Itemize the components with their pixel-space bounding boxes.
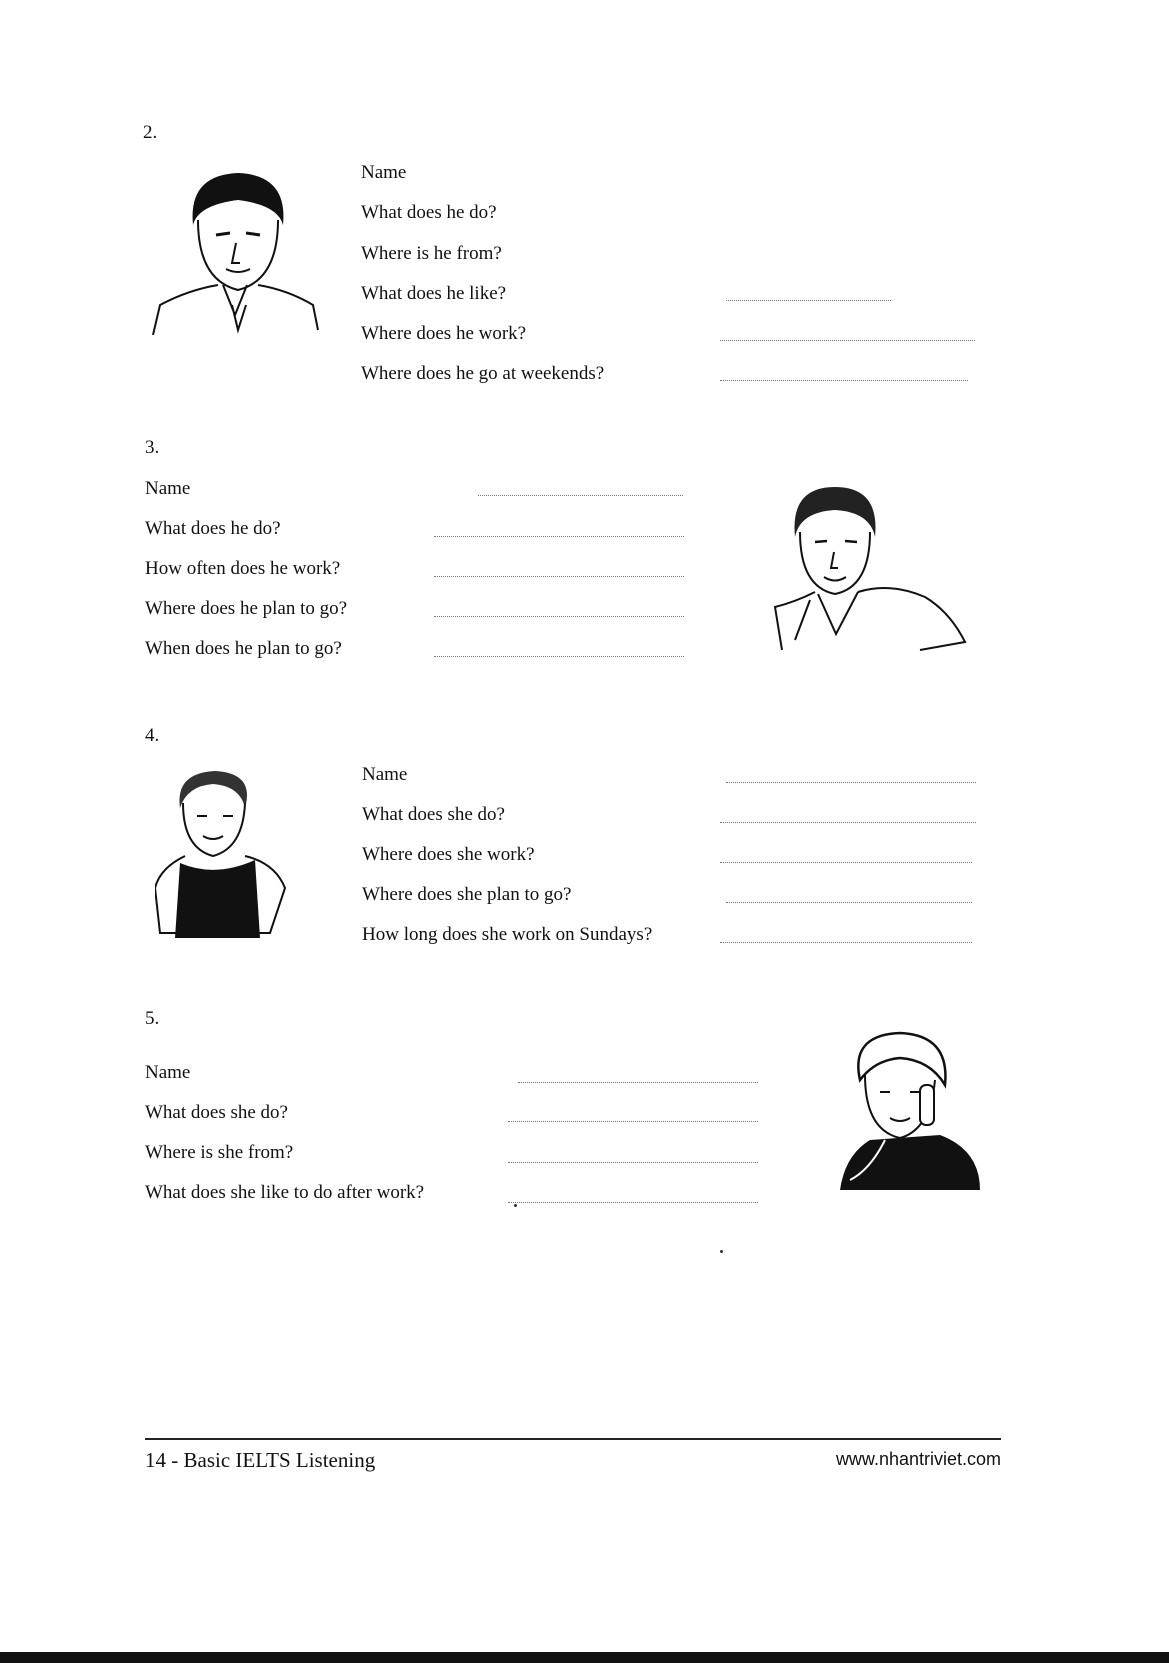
answer-line-likes[interactable] xyxy=(726,300,891,301)
answer-line-timing[interactable] xyxy=(434,656,684,657)
question-workplace: Where does he work? xyxy=(361,323,527,344)
section-number: 5. xyxy=(145,1008,160,1029)
question-destination: Where does she plan to go? xyxy=(362,884,572,905)
scan-speck xyxy=(514,1204,517,1207)
answer-line-origin[interactable] xyxy=(508,1162,758,1163)
question-after-work: What does she like to do after work? xyxy=(145,1182,425,1203)
question-frequency: How often does he work? xyxy=(145,558,341,579)
question-name: Name xyxy=(362,764,408,785)
answer-line-occupation[interactable] xyxy=(720,822,976,823)
question-name: Name xyxy=(361,162,407,183)
question-occupation: What does she do? xyxy=(145,1102,288,1123)
answer-line-workplace[interactable] xyxy=(720,340,975,341)
question-occupation: What does she do? xyxy=(362,804,505,825)
question-occupation: What does he do? xyxy=(145,518,281,539)
scan-edge-bar xyxy=(0,1652,1169,1663)
question-occupation: What does he do? xyxy=(361,202,497,223)
section-number: 4. xyxy=(145,725,160,746)
answer-line-occupation[interactable] xyxy=(508,1121,758,1122)
footer-page-label: 14 - Basic IELTS Listening xyxy=(145,1448,376,1472)
answer-line-name[interactable] xyxy=(518,1082,758,1083)
section-number: 2. xyxy=(143,122,158,143)
answer-line-name[interactable] xyxy=(726,782,976,783)
footer-website: www.nhantriviet.com xyxy=(835,1449,1001,1469)
answer-line-destination[interactable] xyxy=(726,902,972,903)
question-origin: Where is he from? xyxy=(361,243,502,264)
answer-line-destination[interactable] xyxy=(434,616,684,617)
answer-line-frequency[interactable] xyxy=(434,576,684,577)
question-likes: What does he like? xyxy=(361,283,507,304)
question-name: Name xyxy=(145,1062,191,1083)
question-name: Name xyxy=(145,478,191,499)
question-workplace: Where does she work? xyxy=(362,844,535,865)
young-man-illustration xyxy=(770,482,975,654)
answer-line-workplace[interactable] xyxy=(720,862,972,863)
man-in-suit-illustration xyxy=(148,165,323,335)
answer-line-sunday-hours[interactable] xyxy=(720,942,972,943)
scan-speck xyxy=(720,1250,723,1253)
answer-line-name[interactable] xyxy=(478,495,683,496)
answer-line-after-work[interactable] xyxy=(508,1202,758,1203)
answer-line-occupation[interactable] xyxy=(434,536,684,537)
question-weekends: Where does he go at weekends? xyxy=(361,363,605,384)
question-origin: Where is she from? xyxy=(145,1142,294,1163)
answer-line-weekends[interactable] xyxy=(720,380,968,381)
footer-divider xyxy=(145,1438,1001,1440)
woman-on-phone-illustration xyxy=(830,1030,990,1200)
waitress-illustration xyxy=(155,768,290,940)
section-number: 3. xyxy=(145,437,160,458)
question-sunday-hours: How long does she work on Sundays? xyxy=(362,924,653,945)
question-destination: Where does he plan to go? xyxy=(145,598,348,619)
question-timing: When does he plan to go? xyxy=(145,638,342,659)
